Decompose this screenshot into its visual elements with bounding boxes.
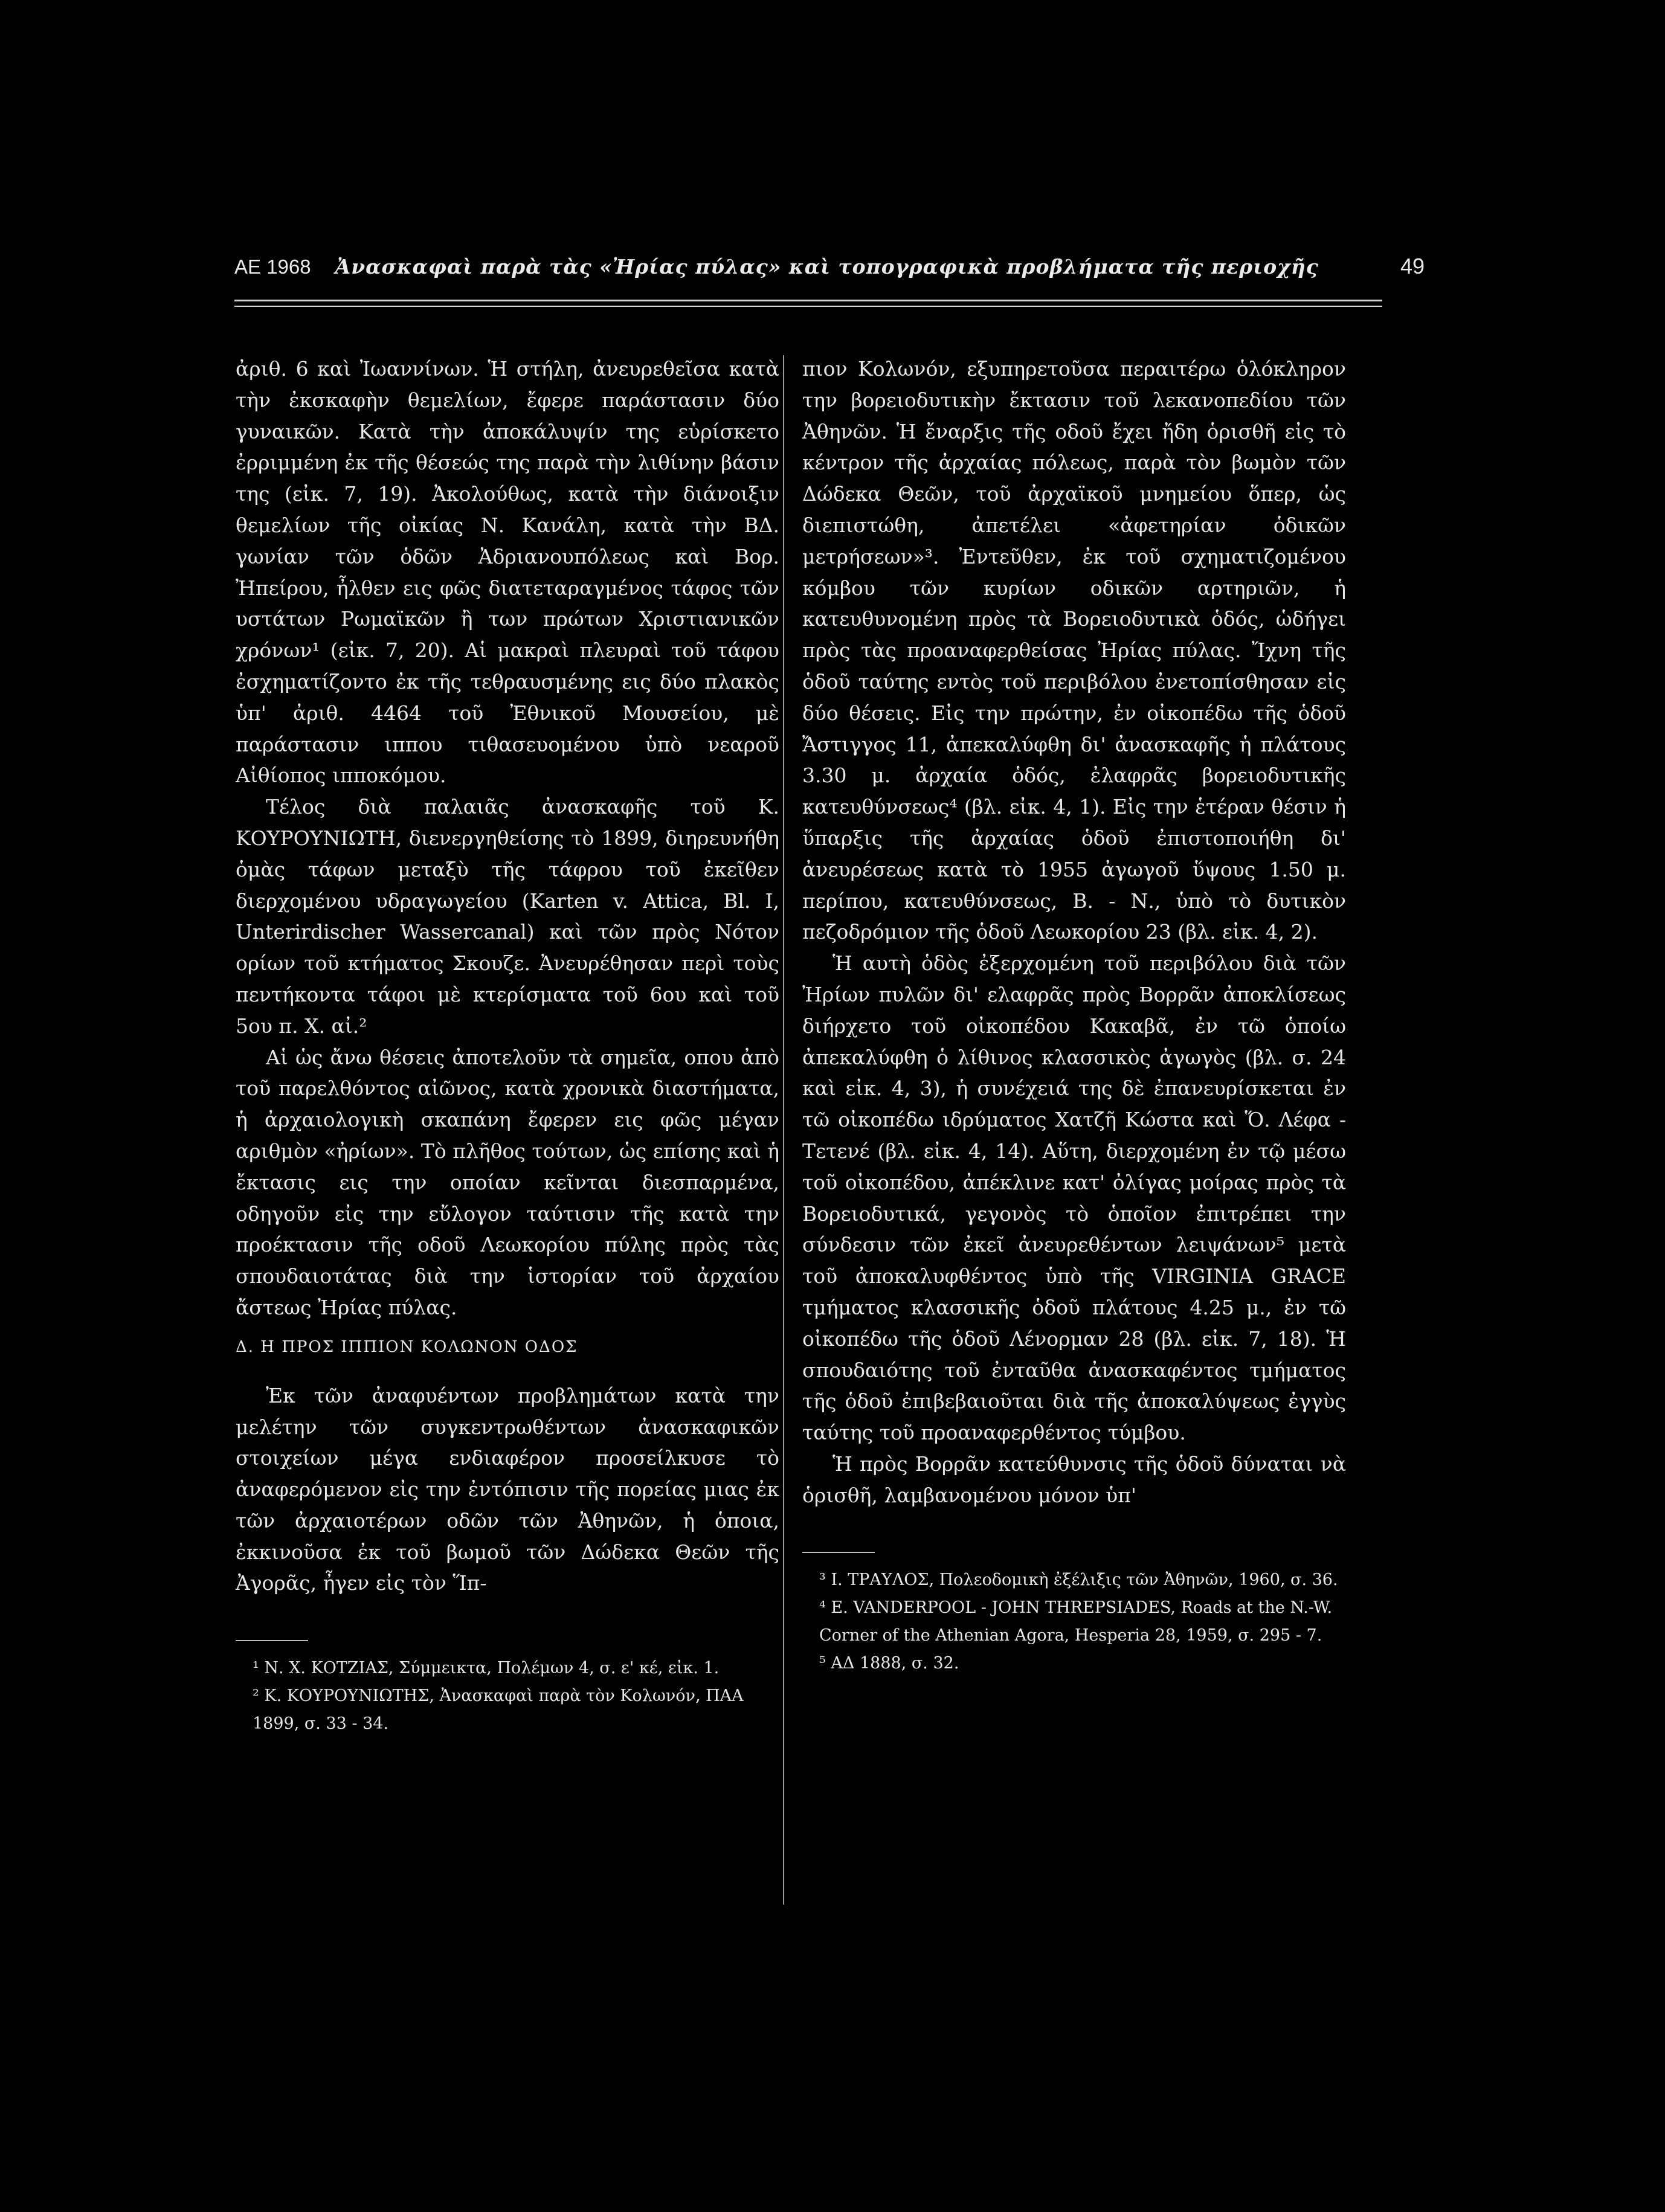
footnote-rule: [236, 1640, 308, 1641]
page-number: 49: [1400, 254, 1425, 278]
left-column: [236, 353, 779, 1738]
paragraph: Ἡ αυτὴ ὁδὸς ἐξερχομένη τοῦ περιβόλου διὰ τῶν Ἠρίων πυλῶν δι' ελαφρᾶς πρὸς Βορρᾶν ἀποκλίσεως διήρχετο τοῦ οἰκοπέδου Κακαβᾶ, ἐν τῶ ὁποίω ἀπεκαλύφθη ὁ λίθινος κλασσικὸς ἀγωγὸς (βλ. σ. 24 καὶ εἰκ. 4, 3), ἡ συνέχειά της δὲ ἐπανευρίσκεται ἐν τῶ οἰκοπέδω ιδρύματος Χατζῆ Κώστα καὶ Ὅ. Λέφα - Τετενέ (βλ. εἰκ. 4, 14). Αὕτη, διερχομένη ἐν τῷ μέσω τοῦ οἰκοπέδου, ἀπέκλινε κατ' ὀλίγας μοίρας πρὸς τὰ Βορειοδυτικά, γεγονὸς τὸ ὁποῖον ἐπιτρέπει την σύνδεσιν τῶν ἐκεῖ ἀνευρεθέντων λειψάνων⁵ μετὰ τοῦ ἀποκαλυφθέντος ὑπὸ τῆς VIRGINIA GRACE τμήματος κλασσικῆς ὁδοῦ πλάτους 4.25 μ., ἐν τῶ οἰκοπέδω τῆς ὁδοῦ Λένορμαν 28 (βλ. εἰκ. 7, 18). Ἡ σπουδαιότης τοῦ ἐνταῦθα ἀνασκαφέντος τμήματος τῆς ὁδοῦ ἐπιβεβαιοῦται διὰ τῆς ἀποκαλύψεως ἐγγὺς ταύτης τοῦ προαναφερθέντος τύμβου.: [802, 951, 1346, 1445]
paragraph: Τέλος διὰ παλαιᾶς ἀνασκαφῆς τοῦ Κ. ΚΟΥΡΟΥΝΙΩΤΗ, διενεργηθείσης τὸ 1899, διηρευνήθη ὁμὰς τάφων μεταξὺ τῆς τάφρου τοῦ ἐκεῖθεν διερχομένου υδραγωγείου (Karten v. Attica, Bl. I, Unterirdischer Wassercanal) καὶ τῶν πρὸς Νότον ορίων τοῦ κτήματος Σκουζε. Ἀνευρέθησαν περὶ τοὺς πεντήκοντα τάφοι μὲ κτερίσματα τοῦ 6ου καὶ τοῦ 5ου π. Χ. αἰ.²: [236, 795, 779, 1038]
right-column: [802, 353, 1346, 1677]
footnote-rule: [802, 1552, 875, 1553]
column-divider: [783, 355, 784, 1905]
running-header: [234, 254, 1425, 296]
paragraph: Ἡ πρὸς Βορρᾶν κατεύθυνσις τῆς ὁδοῦ δύναται νὰ ὁρισθῆ, λαμβανομένου μόνον ὑπ': [802, 1452, 1346, 1507]
section-heading: Δ. Η ΠΡΟΣ ΙΠΠΙΟΝ ΚΟΛΩΝΟΝ ΟΔΟΣ: [236, 1337, 578, 1356]
header-rule-bottom: [234, 306, 1382, 307]
running-title: Ἀνασκαφαὶ παρὰ τὰς «Ἠρίας πύλας» καὶ τοπογραφικὰ προβλήματα τῆς περιοχῆς: [335, 255, 1319, 278]
paragraph: ἀριθ. 6 καὶ Ἰωαννίνων. Ἡ στήλη, ἀνευρεθεῖσα κατὰ τὴν ἐκσκαφὴν θεμελίων, ἔφερε παράστασιν δύο γυναικῶν. Κατὰ τὴν ἀποκάλυψίν της εὑρίσκετο ἐρριμμένη ἐκ τῆς θέσεώς της παρὰ τὴν λιθίνην βάσιν της (εἰκ. 7, 19). Ἀκολούθως, κατὰ τὴν διάνοιξιν θεμελίων τῆς οἰκίας Ν. Κανάλη, κατὰ τὴν ΒΔ. γωνίαν τῶν ὁδῶν Ἀδριανουπόλεως καὶ Βορ. Ἠπείρου, ἦλθεν εις φῶς διατεταραγμένος τάφος τῶν υστάτων Ρωμαϊκῶν ἢ των πρώτων Χριστιανικῶν χρόνων¹ (εἰκ. 7, 20). Αἱ μακραὶ πλευραὶ τοῦ τάφου ἐσχηματίζοντο ἐκ τῆς τεθραυσμένης εις δύο πλακὸς ὑπ' ἀριθ. 4464 τοῦ Ἐθνικοῦ Μουσείου, μὲ παράστασιν ιππου τιθασευομένου ὑπὸ νεαροῦ Αἰθίοπος ιπποκόμου.: [236, 357, 779, 788]
paragraph: Ἐκ τῶν ἀναφυέντων προβλημάτων κατὰ την μελέτην τῶν συγκεντρωθέντων ἀνασκαφικῶν στοιχείων μέγα ενδιαφέρον προσείλκυσε τὸ ἀναφερόμενον εἰς την ἐντόπισιν τῆς πορείας μιας ἐκ τῶν ἀρχαιοτέρων οδῶν τῶν Ἀθηνῶν, ἡ ὁποια, ἐκκινοῦσα ἐκ τοῦ βωμοῦ τῶν Δώδεκα Θεῶν τῆς Ἀγορᾶς, ἦγεν εἰς τὸν Ἵπ-: [236, 1383, 779, 1595]
footnote: ² Κ. ΚΟΥΡΟΥΝΙΩΤΗΣ, Ἀνασκαφαὶ παρὰ τὸν Κολωνόν, ΠΑΑ 1899, σ. 33 - 34.: [253, 1686, 744, 1734]
footnote: ⁵ ΑΔ 1888, σ. 32.: [819, 1654, 959, 1673]
footnote: ¹ Ν. Χ. ΚΟΤΖΙΑΣ, Σύμμεικτα, Πολέμων 4, σ. ε' κέ, εἰκ. 1.: [253, 1659, 720, 1678]
journal-reference: ΑΕ 1968: [234, 256, 311, 278]
paragraph: Αἱ ὡς ἄνω θέσεις ἀποτελοῦν τὰ σημεῖα, οπου ἀπὸ τοῦ παρελθόντος αἰῶνος, κατὰ χρονικὰ διαστήματα, ἡ ἀρχαιολογικὴ σκαπάνη ἔφερεν εις φῶς μέγαν αριθμὸν «ἠρίων». Τὸ πλῆθος τούτων, ὡς επίσης καὶ ἡ ἔκτασις εις την οποίαν κεῖνται διεσπαρμένα, οδηγοῦν εἰς την εὔλογον ταύτισιν τῆς κατὰ την προέκτασιν τῆς οδοῦ Λεωκορίου πύλης πρὸς τὰς σπουδαιοτάτας διὰ την ἱστορίαν τοῦ ἀρχαίου ἄστεως Ἠρίας πύλας.: [236, 1045, 779, 1319]
header-rule-top: [234, 300, 1382, 301]
footnote: ³ Ι. ΤΡΑΥΛΟΣ, Πολεοδομικὴ ἐξέλιξις τῶν Ἀθηνῶν, 1960, σ. 36.: [819, 1571, 1338, 1590]
footnote: ⁴ E. VANDERPOOL - JOHN THREPSIADES, Roads at the N.-W. Corner of the Athenian Agora, Hesperia 28, 1959, σ. 295 - 7.: [819, 1598, 1333, 1645]
paragraph: πιον Κολωνόν, εξυπηρετοῦσα περαιτέρω ὁλόκληρον την βορειοδυτικὴν ἔκτασιν τοῦ λεκανοπεδίου τῶν Ἀθηνῶν. Ἡ ἔναρξις τῆς οδοῦ ἔχει ἤδη ὁρισθῆ εἰς τὸ κέντρον τῆς ἀρχαίας πόλεως, παρὰ τὸν βωμὸν τῶν Δώδεκα Θεῶν, τοῦ ἀρχαϊκοῦ μνημείου ὅπερ, ὡς διεπιστώθη, ἀπετέλει «ἀφετηρίαν ὁδικῶν μετρήσεων»³. Ἐντεῦθεν, ἐκ τοῦ σχηματιζομένου κόμβου τῶν κυρίων οδικῶν αρτηριῶν, ἡ κατευθυνομένη πρὸς τὰ Βορειοδυτικὰ ὁδός, ὡδήγει πρὸς τὰς προαναφερθείσας Ἠρίας πύλας. Ἴχνη τῆς ὁδοῦ ταύτης εντὸς τοῦ περιβόλου ἐνετοπίσθησαν εἰς δύο θέσεις. Εἰς την πρώτην, ἐν οἰκοπέδω τῆς ὁδοῦ Ἄστιγγος 11, ἀπεκαλύφθη δι' ἀνασκαφῆς ἡ πλάτους 3.30 μ. ἀρχαία ὁδός, ἐλαφρᾶς βορειοδυτικῆς κατευθύνσεως⁴ (βλ. εἰκ. 4, 1). Εἰς την ἑτέραν θέσιν ἡ ὕπαρξις τῆς ἀρχαίας ὁδοῦ ἐπιστοποιήθη δι' ἀνευρέσεως κατὰ τὸ 1955 ἀγωγοῦ ὕψους 1.50 μ. περίπου, κατευθύνσεως, Β. - Ν., ὑπὸ τὸ δυτικὸν πεζοδρόμιον τῆς ὁδοῦ Λεωκορίου 23 (βλ. εἰκ. 4, 2).: [802, 357, 1346, 944]
